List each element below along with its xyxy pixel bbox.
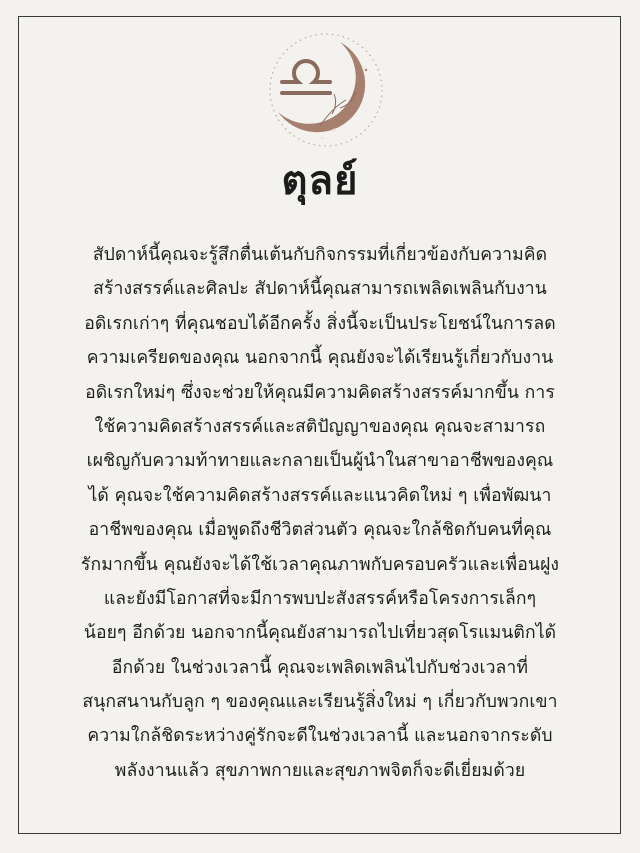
crescent-moon-icon [278,42,365,132]
paragraph-line: เผชิญกับความท้าทายและกลายเป็นผู้นำในสาขาอาชีพของคุณ [86,451,554,472]
paragraph-line: น้อยๆ อีกด้วย นอกจากนี้คุณยังสามารถไปเที่ยวสุดโรแมนติกได้ [83,623,557,644]
paragraph-line: ความเครียดของคุณ นอกจากนี้ คุณยังจะได้เรียนรู้เกี่ยวกับงาน [86,348,554,369]
libra-moon-emblem [262,30,392,150]
paragraph-line: อดิเรกเก่าๆ ที่คุณชอบได้อีกครั้ง สิ่งนี้จะเป็นประโยชน์ในการลด [84,313,556,334]
paragraph-line: อดิเรกใหม่ๆ ซึ่งจะช่วยให้คุณมีความคิดสร้างสรรค์มากขึ้น การ [85,382,555,403]
libra-symbol-icon [282,61,330,93]
horoscope-paragraph [44,238,596,788]
paragraph-line: อีกด้วย ในช่วงเวลานี้ คุณจะเพลิดเพลินไปกับช่วงเวลาที่ [111,657,529,678]
paragraph-line: อาชีพของคุณ เมื่อพูดถึงชีวิตส่วนตัว คุณจะใกล้ชิดกับคนที่คุณ [88,520,552,541]
paragraph-line: ได้ คุณจะใช้ความคิดสร้างสรรค์และแนวคิดใหม่ ๆ เพื่อพัฒนา [88,485,552,506]
paragraph-line: พลังงานแล้ว สุขภาพกายและสุขภาพจิตก็จะดีเยี่ยมด้วย [114,760,526,781]
paragraph-line: สัปดาห์นี้คุณจะรู้สึกตื่นเต้นกับกิจกรรมที่เกี่ยวข้องกับความคิด [92,245,548,265]
paragraph-line: ความใกล้ชิดระหว่างคู่รักจะดีในช่วงเวลานี้ และนอกจากระดับ [87,726,553,747]
paragraph-line: สร้างสรรค์และศิลปะ สัปดาห์นี้คุณสามารถเพลิดเพลินกับงาน [93,279,547,300]
paragraph-line: ใช้ความคิดสร้างสรรค์และสติปัญญาของคุณ คุณจะสามารถ [94,416,546,437]
paragraph-line: รักมากขึ้น คุณยังจะได้ใช้เวลาคุณภาพกับครอบครัวและเพื่อนฝูง [80,554,560,575]
paragraph-line: และยังมีโอกาสที่จะมีการพบปะสังสรรค์หรือโครงการเล็กๆ [103,588,537,609]
paragraph-line: สนุกสนานกับลูก ๆ ของคุณและเรียนรู้สิ่งใหม่ ๆ เกี่ยวกับพวกเขา [82,692,558,713]
page-title: ตุลย์ [281,157,359,204]
